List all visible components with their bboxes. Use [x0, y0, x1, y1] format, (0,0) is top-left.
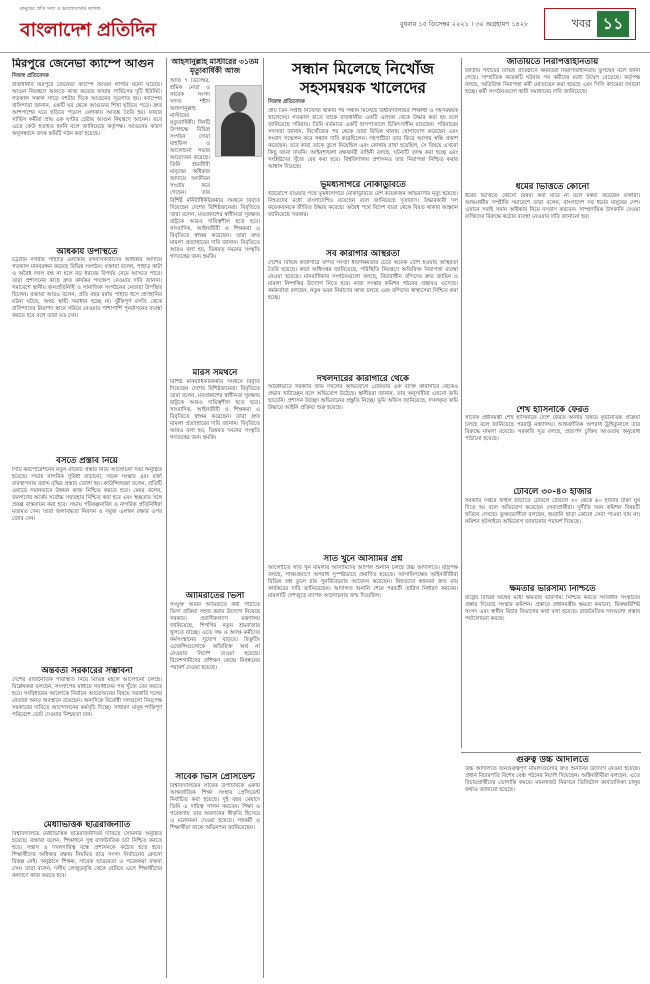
- article-body: দেশের বিভিন্ন কারাগারে বন্দির সংখ্যা ধারণক্ষমতার চেয়ে অনেক বেশি হওয়ায় অস্থিরতা তৈরি হয়েছে। কারা অধিদপ্তর জানিয়েছে, পরিস্থিতি নিয়ন্ত্রণে অতিরিক্ত নিরাপত্তা ব্যবস্থা নেওয়া হয়েছে। মানবাধিকার সংগঠনগুলো বলছে, বিচারাধীন বন্দিদের দ্রুত জামিন ও মামলা নিষ্পত্তির উদ্যোগ নিতে হবে। কারা সংস্কার কমিশন গঠনের প্রস্তাবও এসেছে। কর্মকর্তারা বলছেন, নতুন ভবন নির্মাণের কাজ চলছে এবং বন্দিদের স্বাস্থ্যসেবা নিশ্চিত করা হচ্ছে।: [268, 259, 458, 301]
- headline: অধিকার্য উপস্থিতে: [56, 247, 118, 257]
- column-right: [465, 58, 640, 748]
- column-rule: [166, 58, 167, 978]
- article-body: বিশ্ববিদ্যালয়ে মেধাভিত্তিক ছাত্ররাজনীতির দাবিতে সেমিনার অনুষ্ঠিত হয়েছে। বক্তারা বলেন, শিক্ষাঙ্গনে সুস্থ রাজনৈতিক চর্চা নিশ্চিত করতে হবে। সন্ত্রাস ও দখলদারিত্ব বন্ধে প্রশাসনকে কঠোর হতে হবে। শিক্ষার্থীদের অধিকার রক্ষায় নিয়মিত ছাত্র সংসদ নির্বাচনের কোনো বিকল্প নেই। অনুষ্ঠানে শিক্ষক, সাবেক ছাত্রনেতা ও গবেষকরা বক্তব্য দেন। তারা বলেন, দলীয় লেজুড়বৃত্তি থেকে বেরিয়ে এসে শিক্ষার্থীদের কল্যাণে কাজ করতে হবে।: [12, 830, 162, 879]
- headline: মেধাভিত্তিক ছাত্ররাজনীতি: [43, 820, 131, 830]
- headline: বসতে প্রস্তাব নিয়ে: [56, 457, 118, 467]
- headline: সাবেক ভিসি প্রেসিডেন্ট: [175, 772, 255, 782]
- article-body: চট্টগ্রাম নগরীর পাহাড়ি এলাকায় বসবাসকারীদের অধিকার আদায়ে গতকাল মানববন্ধন করেছে বিভিন্ন সংগঠন। বক্তারা বলেন, পাহাড় কাটা ও অবৈধ দখল বন্ধ না হলে বড় ধরনের বিপর্যয় নেমে আসতে পারে। তারা প্রশাসনের কাছে দ্রুত কার্যকর পদক্ষেপ নেওয়ার দাবি জানান। সমাবেশে স্থানীয় জনপ্রতিনিধি ও সামাজিক সংগঠনের নেতারা উপস্থিত ছিলেন। বক্তারা আরও বলেন, প্রতি বছর বর্ষায় পাহাড় ধসে প্রাণহানির ঘটনা ঘটছে, অথচ স্থায়ী সমাধান হচ্ছে না। ঝুঁকিপূর্ণ বসতি থেকে বাসিন্দাদের নিরাপদ স্থানে সরিয়ে নেওয়ার পাশাপাশি পুনর্বাসনের ব্যবস্থা করতে হবে বলে তারা মত দেন।: [12, 257, 162, 320]
- column-2: [170, 58, 260, 978]
- headline: সাত খুনে আসামির প্রশ্ন: [323, 555, 403, 565]
- headline: টেবিলে ৩০-৪০ হাজার: [513, 488, 592, 498]
- headline: শেখ হাসিনাকে ফেরত: [516, 405, 589, 415]
- column-lead: [268, 60, 458, 978]
- portrait-head: [229, 92, 247, 112]
- headline: ক্ষমতার ভারসাম্য নিশ্চিতে: [509, 585, 596, 595]
- article-body: সংযুক্ত আরব আমিরাতে কর্মী পাঠাতে ভিসা প্রক্রিয়া সহজ করার উদ্যোগ নিয়েছে সরকার। প্রবাসীকল্যাণ মন্ত্রণালয় জানিয়েছে, শিগগির নতুন শ্রমবাজার খুলতে যাচ্ছে। এতে দক্ষ ও অদক্ষ কর্মীদের কর্মসংস্থানের সুযোগ বাড়বে। রিক্রুটিং এজেন্সিগুলোকে অতিরিক্ত অর্থ না নেওয়ার নির্দেশ দেওয়া হয়েছে। বিদেশগামীদের প্রশিক্ষণ কেন্দ্রে নিবন্ধনের পরামর্শ দেওয়া হয়েছে।: [170, 601, 260, 671]
- headline: গুরুত্ব উচ্চ আদালতে: [516, 756, 589, 765]
- article-body: ইউরোপে যাওয়ার পথে ভূমধ্যসাগরে নৌকাডুবিতে বেশ কয়েকজন অভিবাসীর মৃত্যু হয়েছে। নিহতদের মধ্যে বাংলাদেশিও রয়েছেন বলে জানিয়েছে দূতাবাস। উদ্ধারকারী দল কয়েকজনকে জীবিত উদ্ধার করেছে। অবৈধ পথে বিদেশ যাত্রা থেকে বিরত থাকার আহ্বান জানিয়েছে সরকার।: [268, 190, 458, 218]
- article-body: উচ্চ আদালতে জনগুরুত্বপূর্ণ মামলাগুলোর দ্রুত শুনানির উদ্যোগ নেওয়া হয়েছে। প্রধান বিচারপতি বিশেষ বেঞ্চ গঠনের নির্দেশ দিয়েছেন। আইনজীবীরা বলছেন, এতে বিচারপ্রার্থীদের ভোগান্তি কমবে। মামলাজট নিরসনে ডিজিটাল কার্যতালিকা চালুর কথাও জানানো হয়েছে।: [465, 765, 640, 793]
- section-label: খবর: [571, 16, 591, 30]
- column-1: [12, 58, 162, 978]
- column-rule: [263, 58, 264, 978]
- date-line: বুধবার ১৫ ডিসেম্বর ২০২১ । ৩০ অগ্রহায়ণ ১৪২৮: [400, 20, 529, 28]
- article-body: রাষ্ট্রের বিভিন্ন অঙ্গের মধ্যে ক্ষমতার ভারসাম্য নিশ্চিত করতে সংবিধান সংস্কারের প্রস্তাব দিয়েছে সংস্কার কমিশন। প্রস্তাবে প্রধানমন্ত্রীর ক্ষমতা কমানো, দ্বিকক্ষবিশিষ্ট সংসদ এবং স্বাধীন বিচার বিভাগের কথা বলা হয়েছে। রাজনৈতিক দলগুলো প্রস্তাব পর্যালোচনা করছে।: [465, 594, 640, 622]
- portrait-photo: [215, 85, 262, 157]
- headline: ধর্মের ভিত্তিতে কোনো: [515, 182, 590, 192]
- headline: আমিরাতের ভিসা: [185, 592, 245, 602]
- article-body: অবৈধভাবে সরকারি জমি দখলের অভিযোগে গ্রেফতার এক ব্যক্তি কারাগারে থেকেও প্রভাব খাটাচ্ছেন বলে অভিযোগ উঠেছে। স্থানীয়রা জানান, তার অনুসারীরা এখনো জমি ছাড়েনি। প্রশাসন উচ্ছেদ অভিযানের প্রস্তুতি নিচ্ছে। ভূমি অফিস জানিয়েছে, দখলকৃত জমি উদ্ধারে আইনি প্রক্রিয়া শুরু হয়েছে।: [268, 384, 458, 412]
- article-body: ধর্মের ভিত্তিতে কোনো বৈষম্য করা যাবে না বলে মন্তব্য করেছেন বক্তারা। আন্তঃধর্মীয় সম্প্রীতি সমাবেশে তারা বলেন, বাংলাদেশ সব ধর্মের মানুষের দেশ। এখানে সবাই সমান অধিকার নিয়ে বসবাস করবেন। সাম্প্রদায়িক উসকানি দেওয়া ব্যক্তিদের বিরুদ্ধে কঠোর ব্যবস্থা নেওয়ার দাবি জানানো হয়।: [465, 192, 640, 220]
- logo-tagline: মানুষের প্রতি সত্য ও ভালোবাসার কাগজ: [20, 6, 101, 12]
- headline: মিরপুরে জেনেভা ক্যাম্পে আগুন: [12, 58, 154, 70]
- byline: নিজস্ব প্রতিবেদক: [268, 99, 305, 106]
- article-body: বিশিষ্ট মানবাধিকারকর্মীর সমর্থনে বিবৃতি দিয়েছেন দেশের বিশিষ্টজনেরা। বিবৃতিতে তারা বলেন, মতপ্রকাশের স্বাধীনতা সুরক্ষায় রাষ্ট্রকে আরও দায়িত্বশীল হতে হবে। সাংবাদিক, আইনজীবী ও শিক্ষকরা এ বিবৃতিতে স্বাক্ষর করেছেন। তারা দ্রুত মামলা প্রত্যাহারের দাবি জানান। বিবৃতিতে আরও বলা হয়, ভিন্নমত দমনের সংস্কৃতি গণতন্ত্রের জন্য হুমকি।: [170, 379, 260, 442]
- article-body: জাতীয় পর্যায়ের বিভিন্ন প্রতিষ্ঠানে কর্মরতরা নিরাপত্তাহীনতায় ভুগছেন বলে জানা গেছে। সাম্প্রতিক কয়েকটি ঘটনার পর কর্মীদের মধ্যে উদ্বেগ বেড়েছে। কর্তৃপক্ষ বলছে, অতিরিক্ত নিরাপত্তা কর্মী মোতায়েন করা হয়েছে এবং সিসি ক্যামেরা বসানো হচ্ছে। কর্মী সংগঠনগুলো স্থায়ী সমাধানের দাবি জানিয়েছে।: [465, 67, 640, 95]
- headline: অন্তর্বর্তী সরকারের সম্ভাবনা: [41, 667, 133, 677]
- article-body: প্রায় তিন সপ্তাহ নিখোঁজ থাকার পর সন্ধান মিলেছে বিশ্ববিদ্যালয়ের শিক্ষার্থী ও সহসমন্বয়ক খালেদের। গতকাল রাতে তাকে রাজধানীর একটি এলাকা থেকে উদ্ধার করা হয় বলে জানিয়েছে পরিবার। তিনি বর্তমানে একটি হাসপাতালে চিকিৎসাধীন রয়েছেন। পরিবারের সদস্যরা জানান, নিখোঁজের পর থেকে তারা বিভিন্ন থানায় যোগাযোগ করেছেন এবং সংবাদ সম্মেলন করে সন্ধান দাবি করেছিলেন। সহপাঠীরা তার ফিরে আসায় স্বস্তি প্রকাশ করেছেন। তবে কারা তাকে তুলে নিয়েছিল এবং কোথায় রাখা হয়েছিল, সে বিষয়ে এখনো কিছু জানা যায়নি। আইনশৃঙ্খলা রক্ষাকারী বাহিনী বলছে, ঘটনাটি তদন্ত করা হচ্ছে এবং সংশ্লিষ্টদের খুঁজে বের করা হবে। বিশ্ববিদ্যালয় প্রশাসনও তার নিরাপত্তা নিশ্চিত করার আশ্বাস দিয়েছে।: [268, 108, 458, 171]
- headline: দখলদারের কারাগারে থেকে: [317, 374, 409, 384]
- byline: নিজস্ব প্রতিবেদক: [12, 72, 49, 79]
- article-body: বিশ্ববিদ্যালয়ের সাবেক উপাচার্যকে একটি আন্তর্জাতিক শিক্ষা সংস্থার প্রেসিডেন্ট নির্বাচিত করা হয়েছে। দুই বছর মেয়াদে তিনি এ দায়িত্ব পালন করবেন। শিক্ষা ও গবেষণায় তার অবদানের স্বীকৃতি হিসেবে এ মনোনয়ন দেওয়া হয়েছে। সহকর্মী ও শিক্ষার্থীরা তাকে অভিনন্দন জানিয়েছেন।: [170, 782, 260, 831]
- page-number: ১১: [597, 11, 629, 37]
- column-rule: [461, 58, 462, 748]
- article-body: সরকারি দপ্তরে ফাইল ছাড়াতে টেবিলে টেবিলে ৩০ থেকে ৪০ হাজার টাকা ঘুষ দিতে হয় বলে অভিযোগ করেছেন সেবাপ্রার্থীরা। দুর্নীতি দমন কমিশন বিষয়টি খতিয়ে দেখছে। ভুক্তভোগীরা বলছেন, হয়রানি ছাড়া কোনো সেবা পাওয়া যায় না। কমিশন হটলাইনে অভিযোগ জানানোর পরামর্শ দিয়েছে।: [465, 498, 640, 526]
- section-rule: [461, 752, 641, 753]
- headline: জাতীয়তে নিরাপত্তাহীনতায়: [506, 58, 599, 67]
- headline: সব কারাগার অস্থিরতা: [326, 249, 400, 259]
- portrait-body: [221, 112, 255, 156]
- column-bottom: [465, 756, 640, 978]
- section-box: [544, 8, 636, 40]
- article-body: রাজধানীর মিরপুরে জেনেভা ক্যাম্পে আগুন লাগার ঘটনা ঘটেছে। আগুন নিয়ন্ত্রণে আনতে কাজ করেছে ফায়ার সার্ভিসের দুটি ইউনিট। গতকাল সকাল সাড়ে দশটার দিকে আগুনের সূত্রপাত হয়। ক্যাম্পের বাসিন্দারা জানান, একটি ঘর থেকে আগুনের শিখা ছড়িয়ে পড়ে। দ্রুত আশপাশের ঘরে ছড়িয়ে পড়লে এলাকায় আতঙ্ক তৈরি হয়। ফায়ার সার্ভিস কর্মীরা প্রায় এক ঘণ্টার চেষ্টায় আগুন নিয়ন্ত্রণে আনেন। তবে এতে কেউ হতাহত হননি বলে জানিয়েছে কর্তৃপক্ষ। আগুনের কারণ অনুসন্ধানে তদন্ত কমিটি গঠন করা হয়েছে।: [12, 81, 162, 137]
- article-body: দেশের রাজনৈতিক পরিস্থিতি নিয়ে বিভিন্ন মহলে আলোচনা চলছে। বিশ্লেষকরা বলছেন, সংলাপের মাধ্যমে সমাধানের পথ খুঁজে বের করতে হবে। সংবিধানের আলোকে নির্বাচন আয়োজনের বিষয়ে সরকারি দলের নেতারা অনড় অবস্থানে রয়েছেন। অন্যদিকে বিরোধী দলগুলো নিরপেক্ষ সরকারের দাবিতে আন্দোলনের কর্মসূচি দিচ্ছে। সাধারণ মানুষ শান্তিপূর্ণ পরিবেশে ভোট দেওয়ার নিশ্চয়তা চান।: [12, 676, 162, 718]
- headline: মরিস সমর্থনে: [192, 369, 238, 379]
- logo-name: বাংলাদেশ প্রতিদিন: [20, 19, 156, 41]
- headline: আহসানুল্লাহ মাস্টারের ৩১তম মৃত্যুবার্ষিকী আজ: [171, 58, 259, 75]
- masthead: [0, 0, 650, 53]
- article-body: সিটি করপোরেশনের নতুন বাজেট প্রস্তাব নিয়ে আলোচনা সভা অনুষ্ঠিত হয়েছে। সভায় নাগরিক সুবিধা বাড়ানো, সড়ক সংস্কার এবং বর্জ্য ব্যবস্থাপনায় বরাদ্দ বৃদ্ধির প্রস্তাব তোলা হয়। কাউন্সিলররা বলেন, প্রতিটি ওয়ার্ডে সমানভাবে উন্নয়ন কাজ নিশ্চিত করতে হবে। মেয়র বলেন, জনগণের অর্থের সর্বোচ্চ সদ্ব্যবহার নিশ্চিত করা হবে এবং স্বচ্ছতার সঙ্গে প্রকল্প বাস্তবায়ন করা হবে। সভায় পরিকল্পনাবিদ ও নাগরিক প্রতিনিধিরা মতামত দেন। তারা জলাবদ্ধতা নিরসন ও সবুজ এলাকা রক্ষার ওপর জোর দেন।: [12, 467, 162, 523]
- headline: ভূমধ্যসাগরে নৌকাডুবিতে: [320, 181, 406, 191]
- logo: [20, 6, 156, 48]
- article-body: আলোচিত সাত খুন মামলার আসামিদের আপিল শুনানি চলছে উচ্চ আদালতে। রাষ্ট্রপক্ষ বলছে, সাক্ষ্যপ্রমাণে অপরাধ সুস্পষ্টভাবে প্রমাণিত হয়েছে। আসামিপক্ষের আইনজীবীরা বিভিন্ন প্রশ্ন তুলে রায় পুনর্বিবেচনার আবেদন করেছেন। নিহতদের স্বজনরা দ্রুত রায় কার্যকরের দাবি জানিয়েছেন। আদালত শুনানি শেষে পরবর্তী তারিখ নির্ধারণ করবেন। মামলাটি দেশজুড়ে ব্যাপক আলোচনার জন্ম দিয়েছিল।: [268, 565, 458, 600]
- lead-headline: সন্ধান মিলেছে নিখোঁজ সহসমন্বয়ক খালেদের: [292, 60, 434, 97]
- article-body: আজ ৭ ডিসেম্বর, শ্রমিক নেতা ও সাবেক সংসদ সদস্য শহীদ আহসানুল্লাহ মাস্টারের মৃত্যুবার্ষিকী। দিনটি উপলক্ষে বিভিন্ন সংগঠন দোয়া মাহফিল ও আলোচনা সভার আয়োজন করেছে। তিনি শ্রমজীবী মানুষের অধিকার আদায়ে আজীবন সংগ্রাম করে গেছেন। তার: [170, 78, 210, 197]
- article-body: সাবেক প্রধানমন্ত্রী শেখ হাসিনাকে দেশে ফেরত আনার বিষয়ে কূটনৈতিক প্রক্রিয়া চলছে বলে জানিয়েছে পররাষ্ট্র মন্ত্রণালয়। আন্তর্জাতিক অপরাধ ট্রাইব্যুনালে তার বিরুদ্ধে মামলা রয়েছে। সরকারি সূত্র বলছে, প্রত্যর্পণ চুক্তির আওতায় অনুরোধ পাঠানো হয়েছে।: [465, 415, 640, 443]
- article-body-continued: বিশিষ্ট মানবাধিকারকর্মীর সমর্থনে বিবৃতি দিয়েছেন দেশের বিশিষ্টজনেরা। বিবৃতিতে তারা বলেন, মতপ্রকাশের স্বাধীনতা সুরক্ষায় রাষ্ট্রকে আরও দায়িত্বশীল হতে হবে। সাংবাদিক, আইনজীবী ও শিক্ষকরা এ বিবৃতিতে স্বাক্ষর করেছেন। তারা দ্রুত মামলা প্রত্যাহারের দাবি জানান। বিবৃতিতে আরও বলা হয়, ভিন্নমত দমনের সংস্কৃতি গণতন্ত্রের জন্য হুমকি।: [170, 198, 260, 261]
